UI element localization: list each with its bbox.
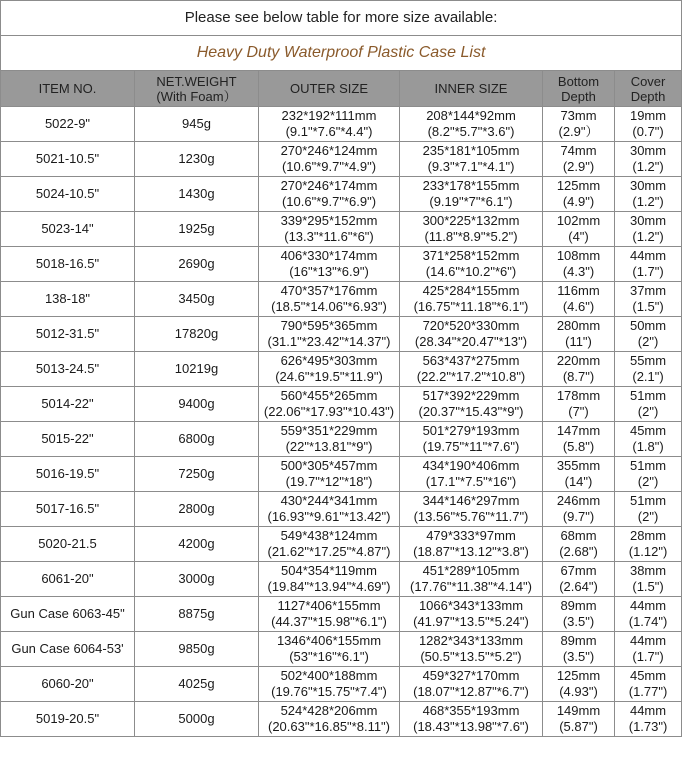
bottom-depth-cell (543, 247, 615, 282)
outer-size-mm: 470*357*176mm (280, 283, 378, 298)
cover-depth-cell (615, 177, 682, 212)
inner-size-mm: 468*355*193mm (422, 703, 520, 718)
cover-depth-cell (615, 352, 682, 387)
net-weight-cell: 1230g (135, 142, 259, 177)
outer-size-in: (31.1"*23.42"*14.37") (267, 334, 391, 349)
table-row (1, 352, 682, 387)
bottom-depth-cell (543, 667, 615, 702)
bottom-depth-mm: 355mm (556, 458, 601, 473)
inner-size-mm: 459*327*170mm (422, 668, 520, 683)
bottom-depth-cell (543, 107, 615, 142)
inner-size-in: (41.97"*13.5"*5.24") (413, 614, 529, 629)
table-row (1, 282, 682, 317)
net-weight-cell: 9400g (135, 387, 259, 422)
header-net-weight (135, 71, 259, 107)
outer-size-in: (18.5"*14.06"*6.93") (271, 299, 387, 314)
outer-size-in: (19.76"*15.75"*7.4") (271, 684, 387, 699)
inner-size-in: (13.56"*5.76"*11.7") (413, 509, 529, 524)
cover-depth-mm: 44mm (629, 633, 667, 648)
bottom-depth-mm: 149mm (556, 703, 601, 718)
bottom-depth-cell (543, 492, 615, 527)
inner-size-mm: 501*279*193mm (422, 423, 520, 438)
bottom-depth-in: (11") (565, 334, 592, 349)
bottom-depth-mm: 108mm (556, 248, 601, 263)
outer-size-in: (44.37"*15.98"*6.1") (271, 614, 387, 629)
outer-size-cell (259, 457, 400, 492)
inner-size-in: (18.87"*13.12"*3.8") (413, 544, 529, 559)
net-weight-cell: 17820g (135, 317, 259, 352)
inner-size-mm: 300*225*132mm (422, 213, 520, 228)
bottom-depth-cell (543, 177, 615, 212)
inner-size-cell (400, 282, 543, 317)
outer-size-cell (259, 282, 400, 317)
inner-size-cell (400, 212, 543, 247)
outer-size-cell (259, 247, 400, 282)
bottom-depth-mm: 89mm (560, 598, 597, 613)
item-no-cell: 5017-16.5" (1, 492, 135, 527)
item-no-cell: 5019-20.5" (1, 702, 135, 737)
cover-depth-mm: 55mm (629, 353, 667, 368)
item-no-cell: 6060-20" (1, 667, 135, 702)
outer-size-in: (16"*13"*6.9") (289, 264, 369, 279)
outer-size-mm: 559*351*229mm (280, 423, 378, 438)
bottom-depth-cell (543, 282, 615, 317)
header-net-weight-line2: (With Foam） (156, 88, 237, 104)
header-cover-depth (615, 71, 682, 107)
net-weight-cell: 9850g (135, 632, 259, 667)
cover-depth-cell (615, 492, 682, 527)
cover-depth-mm: 45mm (629, 423, 667, 438)
inner-size-cell (400, 317, 543, 352)
table-row (1, 387, 682, 422)
outer-size-in: (9.1"*7.6"*4.4") (285, 124, 373, 139)
inner-size-in: (16.75"*11.18"*6.1") (413, 299, 529, 314)
header-row (1, 71, 682, 107)
cover-depth-mm: 28mm (629, 528, 667, 543)
outer-size-mm: 524*428*206mm (280, 703, 378, 718)
table-row (1, 247, 682, 282)
cover-depth-cell (615, 632, 682, 667)
table-row (1, 492, 682, 527)
cover-depth-in: (0.7") (632, 124, 664, 139)
item-no-cell: Gun Case 6063-45" (1, 597, 135, 632)
outer-size-in: (19.84"*13.94"*4.69") (267, 579, 391, 594)
bottom-depth-in: (14") (564, 474, 593, 489)
inner-size-in: (50.5"*13.5"*5.2") (420, 649, 522, 664)
header-cover-line1: Cover (630, 73, 666, 89)
cover-depth-mm: 38mm (629, 563, 667, 578)
inner-size-cell (400, 702, 543, 737)
cover-depth-in: (1.73") (628, 719, 668, 734)
outer-size-cell (259, 562, 400, 597)
outer-size-cell (259, 212, 400, 247)
bottom-depth-in: (5.8") (562, 439, 595, 454)
header-bottom-depth (543, 71, 615, 107)
cover-depth-mm: 51mm (629, 458, 667, 473)
bottom-depth-in: (2.68") (559, 544, 598, 559)
bottom-depth-mm: 67mm (560, 563, 597, 578)
cover-depth-cell (615, 212, 682, 247)
cover-depth-mm: 51mm (629, 493, 667, 508)
bottom-depth-cell (543, 597, 615, 632)
outer-size-in: (20.63"*16.85"*8.11") (267, 719, 391, 734)
inner-size-cell (400, 247, 543, 282)
inner-size-in: (14.6"*10.2"*6") (425, 264, 517, 279)
inner-size-in: (9.19"*7"*6.1") (429, 194, 513, 209)
cover-depth-mm: 50mm (629, 318, 667, 333)
inner-size-in: (9.3"*7.1"*4.1") (427, 159, 515, 174)
outer-size-mm: 1346*406*155mm (276, 633, 382, 648)
table-row (1, 562, 682, 597)
bottom-depth-mm: 68mm (560, 528, 597, 543)
cover-depth-mm: 30mm (629, 178, 667, 193)
inner-size-mm: 1066*343*133mm (418, 598, 524, 613)
net-weight-cell: 4025g (135, 667, 259, 702)
table-row (1, 317, 682, 352)
cover-depth-in: (1.7") (632, 264, 664, 279)
table-row (1, 177, 682, 212)
outer-size-cell (259, 142, 400, 177)
bottom-depth-in: (7") (568, 404, 589, 419)
outer-size-cell (259, 632, 400, 667)
cover-depth-cell (615, 702, 682, 737)
inner-size-in: (19.75"*11"*7.6") (422, 439, 520, 454)
net-weight-cell: 7250g (135, 457, 259, 492)
cover-depth-in: (2") (637, 334, 659, 349)
bottom-depth-in: (4.93") (559, 684, 598, 699)
inner-size-in: (8.2"*5.7"*3.6") (427, 124, 515, 139)
outer-size-mm: 500*305*457mm (280, 458, 378, 473)
item-no-cell: 5012-31.5" (1, 317, 135, 352)
bottom-depth-in: (4.9") (562, 194, 595, 209)
outer-size-in: (16.93"*9.61"*13.42") (267, 509, 391, 524)
inner-size-mm: 563*437*275mm (422, 353, 520, 368)
header-item-no: ITEM NO. (1, 71, 135, 107)
outer-size-in: (22.06"*17.93"*10.43") (263, 404, 395, 419)
bottom-depth-mm: 125mm (556, 668, 601, 683)
item-no-cell: 6061-20" (1, 562, 135, 597)
bottom-depth-in: (4.3") (562, 264, 595, 279)
table-caption: Heavy Duty Waterproof Plastic Case List (1, 36, 682, 71)
bottom-depth-cell (543, 142, 615, 177)
cover-depth-cell (615, 457, 682, 492)
table-row (1, 527, 682, 562)
table-row (1, 212, 682, 247)
outer-size-in: (10.6"*9.7"*4.9") (281, 159, 377, 174)
bottom-depth-in: (3.5") (562, 614, 595, 629)
item-no-cell: 5021-10.5" (1, 142, 135, 177)
net-weight-cell: 2800g (135, 492, 259, 527)
inner-size-cell (400, 597, 543, 632)
outer-size-mm: 626*495*303mm (280, 353, 378, 368)
outer-size-mm: 560*455*265mm (280, 388, 378, 403)
item-no-cell: 5022-9" (1, 107, 135, 142)
outer-size-in: (53"*16"*6.1") (289, 649, 369, 664)
inner-size-in: (18.07"*12.87"*6.7") (413, 684, 529, 699)
net-weight-cell: 5000g (135, 702, 259, 737)
cover-depth-in: (1.5") (632, 579, 664, 594)
bottom-depth-mm: 125mm (556, 178, 601, 193)
outer-size-mm: 790*595*365mm (280, 318, 378, 333)
inner-size-cell (400, 457, 543, 492)
inner-size-mm: 425*284*155mm (422, 283, 520, 298)
cover-depth-mm: 44mm (629, 703, 667, 718)
bottom-depth-in: (5.87") (559, 719, 598, 734)
net-weight-cell: 945g (135, 107, 259, 142)
bottom-depth-mm: 147mm (556, 423, 601, 438)
bottom-depth-in: (4") (568, 229, 589, 244)
item-no-cell: 5015-22" (1, 422, 135, 457)
inner-size-cell (400, 142, 543, 177)
cover-depth-in: (2") (637, 474, 659, 489)
inner-size-in: (20.37"*15.43"*9") (418, 404, 524, 419)
net-weight-cell: 3000g (135, 562, 259, 597)
bottom-depth-cell (543, 387, 615, 422)
bottom-depth-mm: 220mm (556, 353, 601, 368)
inner-size-cell (400, 352, 543, 387)
inner-size-cell (400, 177, 543, 212)
inner-size-cell (400, 107, 543, 142)
inner-size-cell (400, 562, 543, 597)
table-row (1, 422, 682, 457)
item-no-cell: 5016-19.5" (1, 457, 135, 492)
outer-size-cell (259, 177, 400, 212)
notice-row (1, 1, 682, 36)
bottom-depth-mm: 280mm (556, 318, 601, 333)
inner-size-cell (400, 667, 543, 702)
outer-size-cell (259, 387, 400, 422)
cover-depth-mm: 19mm (629, 108, 667, 123)
cover-depth-in: (2") (637, 404, 659, 419)
outer-size-cell (259, 527, 400, 562)
cover-depth-mm: 44mm (629, 598, 667, 613)
bottom-depth-cell (543, 212, 615, 247)
outer-size-mm: 232*192*111mm (281, 108, 377, 123)
item-no-cell: 138-18" (1, 282, 135, 317)
cover-depth-in: (1.2") (632, 159, 664, 174)
outer-size-in: (22"*13.81"*9") (285, 439, 373, 454)
inner-size-mm: 208*144*92mm (426, 108, 516, 123)
inner-size-cell (400, 527, 543, 562)
outer-size-in: (13.3"*11.6"*6") (284, 229, 374, 244)
bottom-depth-in: (2.9"） (558, 124, 599, 139)
header-net-weight-line1: NET.WEIGHT (156, 73, 237, 89)
bottom-depth-mm: 102mm (556, 213, 601, 228)
net-weight-cell: 10219g (135, 352, 259, 387)
cover-depth-mm: 45mm (629, 668, 667, 683)
cover-depth-in: (1.5") (632, 299, 664, 314)
bottom-depth-cell (543, 457, 615, 492)
bottom-depth-in: (8.7") (562, 369, 595, 384)
item-no-cell: 5018-16.5" (1, 247, 135, 282)
inner-size-cell (400, 387, 543, 422)
outer-size-in: (24.6"*19.5"*11.9") (275, 369, 383, 384)
inner-size-cell (400, 492, 543, 527)
outer-size-mm: 406*330*174mm (280, 248, 378, 263)
inner-size-cell (400, 422, 543, 457)
cover-depth-in: (1.2") (632, 194, 664, 209)
inner-size-mm: 235*181*105mm (422, 143, 520, 158)
bottom-depth-mm: 73mm (560, 108, 597, 123)
bottom-depth-in: (9.7") (562, 509, 595, 524)
bottom-depth-cell (543, 317, 615, 352)
net-weight-cell: 1925g (135, 212, 259, 247)
item-no-cell: Gun Case 6064-53' (1, 632, 135, 667)
outer-size-cell (259, 597, 400, 632)
cover-depth-cell (615, 282, 682, 317)
inner-size-in: (22.2"*17.2"*10.8") (416, 369, 526, 384)
cover-depth-cell (615, 247, 682, 282)
cover-depth-cell (615, 597, 682, 632)
header-outer-size: OUTER SIZE (259, 71, 400, 107)
bottom-depth-in: (4.6") (562, 299, 595, 314)
cover-depth-mm: 30mm (629, 213, 667, 228)
cover-depth-cell (615, 422, 682, 457)
cover-depth-in: (2.1") (632, 369, 664, 384)
inner-size-mm: 451*289*105mm (422, 563, 520, 578)
outer-size-mm: 430*244*341mm (280, 493, 378, 508)
cover-depth-mm: 51mm (629, 388, 667, 403)
cover-depth-cell (615, 142, 682, 177)
bottom-depth-cell (543, 702, 615, 737)
net-weight-cell: 1430g (135, 177, 259, 212)
cover-depth-in: (1.77") (628, 684, 668, 699)
inner-size-in: (17.76"*11.38"*4.14") (409, 579, 533, 594)
table-row (1, 702, 682, 737)
inner-size-mm: 479*333*97mm (426, 528, 516, 543)
table-body (1, 107, 682, 737)
outer-size-mm: 270*246*124mm (280, 143, 378, 158)
cover-depth-cell (615, 387, 682, 422)
cover-depth-in: (1.2") (632, 229, 664, 244)
cover-depth-cell (615, 667, 682, 702)
inner-size-mm: 517*392*229mm (422, 388, 520, 403)
cover-depth-mm: 30mm (629, 143, 667, 158)
outer-size-mm: 339*295*152mm (280, 213, 378, 228)
bottom-depth-cell (543, 352, 615, 387)
cover-depth-in: (1.8") (632, 439, 664, 454)
bottom-depth-mm: 89mm (560, 633, 597, 648)
bottom-depth-cell (543, 562, 615, 597)
net-weight-cell: 2690g (135, 247, 259, 282)
cover-depth-in: (1.74") (628, 614, 668, 629)
inner-size-in: (18.43"*13.98"*7.6") (413, 719, 529, 734)
inner-size-mm: 233*178*155mm (422, 178, 520, 193)
inner-size-in: (28.34"*20.47"*13") (414, 334, 528, 349)
inner-size-mm: 720*520*330mm (422, 318, 520, 333)
inner-size-mm: 344*146*297mm (422, 493, 520, 508)
outer-size-mm: 502*400*188mm (280, 668, 378, 683)
outer-size-cell (259, 317, 400, 352)
notice-text: Please see below table for more size available: (1, 1, 682, 36)
header-inner-size: INNER SIZE (400, 71, 543, 107)
net-weight-cell: 8875g (135, 597, 259, 632)
inner-size-mm: 371*258*152mm (422, 248, 520, 263)
cover-depth-cell (615, 562, 682, 597)
item-no-cell: 5023-14" (1, 212, 135, 247)
outer-size-cell (259, 492, 400, 527)
net-weight-cell: 6800g (135, 422, 259, 457)
inner-size-in: (11.8"*8.9"*5.2") (424, 229, 518, 244)
bottom-depth-in: (2.9") (562, 159, 595, 174)
bottom-depth-cell (543, 422, 615, 457)
outer-size-mm: 270*246*174mm (280, 178, 378, 193)
bottom-depth-mm: 116mm (557, 283, 600, 298)
inner-size-mm: 1282*343*133mm (418, 633, 524, 648)
cover-depth-in: (1.7") (632, 649, 664, 664)
cover-depth-in: (1.12") (628, 544, 668, 559)
outer-size-in: (21.62"*17.25"*4.87") (267, 544, 391, 559)
net-weight-cell: 3450g (135, 282, 259, 317)
cover-depth-mm: 44mm (629, 248, 667, 263)
outer-size-mm: 504*354*119mm (281, 563, 377, 578)
item-no-cell: 5014-22" (1, 387, 135, 422)
bottom-depth-mm: 246mm (556, 493, 601, 508)
header-bottom-line1: Bottom (557, 73, 600, 89)
item-no-cell: 5013-24.5" (1, 352, 135, 387)
item-no-cell: 5020-21.5 (1, 527, 135, 562)
inner-size-mm: 434*190*406mm (422, 458, 520, 473)
header-cover-line2: Depth (630, 88, 666, 104)
table-row (1, 142, 682, 177)
outer-size-in: (19.7"*12"*18") (285, 474, 373, 489)
bottom-depth-in: (2.64") (559, 579, 598, 594)
outer-size-cell (259, 422, 400, 457)
cover-depth-in: (2") (637, 509, 659, 524)
bottom-depth-mm: 74mm (560, 143, 597, 158)
cover-depth-mm: 37mm (629, 283, 667, 298)
outer-size-mm: 549*438*124mm (280, 528, 378, 543)
outer-size-cell (259, 667, 400, 702)
item-no-cell: 5024-10.5" (1, 177, 135, 212)
net-weight-cell: 4200g (135, 527, 259, 562)
bottom-depth-cell (543, 632, 615, 667)
table-row (1, 457, 682, 492)
cover-depth-cell (615, 317, 682, 352)
header-bottom-line2: Depth (561, 88, 596, 104)
table-row (1, 632, 682, 667)
caption-row (1, 36, 682, 71)
inner-size-in: (17.1"*7.5"*16") (425, 474, 517, 489)
outer-size-in: (10.6"*9.7"*6.9") (281, 194, 377, 209)
cover-depth-cell (615, 527, 682, 562)
table-row (1, 597, 682, 632)
outer-size-cell (259, 107, 400, 142)
outer-size-mm: 1127*406*155mm (277, 598, 381, 613)
table-row (1, 667, 682, 702)
cover-depth-cell (615, 107, 682, 142)
outer-size-cell (259, 702, 400, 737)
inner-size-cell (400, 632, 543, 667)
bottom-depth-in: (3.5") (562, 649, 595, 664)
bottom-depth-mm: 178mm (556, 388, 601, 403)
bottom-depth-cell (543, 527, 615, 562)
outer-size-cell (259, 352, 400, 387)
table-row (1, 107, 682, 142)
